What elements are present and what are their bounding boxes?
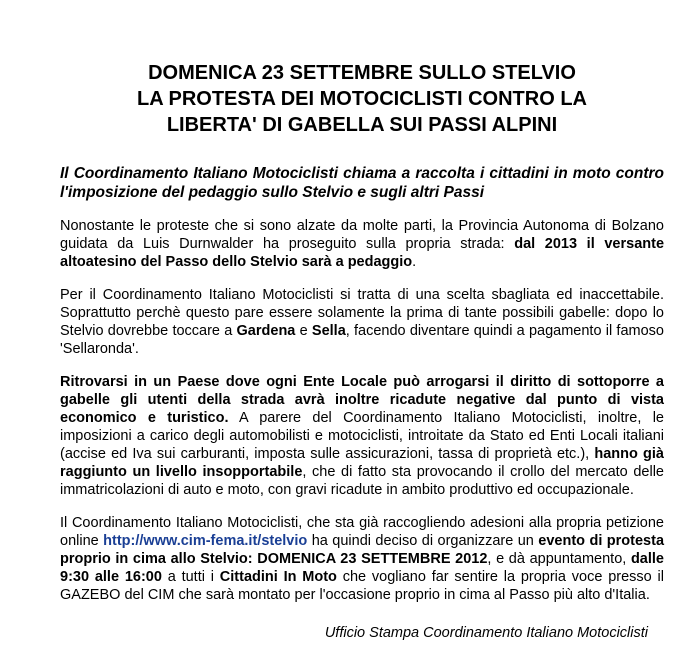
paragraph-4 bbox=[60, 514, 664, 604]
page-title bbox=[60, 60, 664, 138]
title-line-2: LA PROTESTA DEI MOTOCICLISTI CONTRO LA bbox=[137, 88, 587, 110]
p1-text-2: . bbox=[412, 254, 417, 270]
p4-bold-event: evento di protesta proprio in cima allo Stelvio: DOMENICA 23 SETTEMBRE 2012 bbox=[60, 533, 665, 567]
p4-text-4: a tutti i bbox=[161, 569, 220, 585]
p1-bold-1: dal 2013 il versante altoatesino del Passo dello Stelvio sarà a pedaggio bbox=[60, 236, 665, 270]
paragraph-2 bbox=[60, 286, 664, 358]
paragraph-3 bbox=[60, 373, 664, 499]
p4-text-3: , e dà appuntamento, bbox=[487, 551, 631, 567]
p4-text-2: ha quindi deciso di organizzare un bbox=[307, 533, 539, 549]
p2-text-2: e bbox=[295, 323, 312, 339]
petition-link[interactable]: http://www.cim-fema.it/stelvio bbox=[103, 533, 308, 549]
p4-text-5: che vogliano far sentire la propria voce presso il GAZEBO del CIM che sarà montato per l'occasione proprio in cima al Passo più alto d'Italia. bbox=[60, 569, 664, 603]
press-release-page bbox=[60, 60, 665, 641]
p4-bold-time: dalle 9:30 alle 16:00 bbox=[60, 551, 664, 585]
p4-bold-cittadini: Cittadini In Moto bbox=[219, 569, 337, 585]
p2-bold-gardena: Gardena bbox=[236, 323, 296, 339]
p3-text-2: , che di fatto sta provocando il crollo del mercato delle immatricolazioni di auto e moto, con gravi ricadute in ambito produttivo ed occupazionale. bbox=[60, 464, 664, 498]
p1-text-1: Nonostante le proteste che si sono alzate da molte parti, la Provincia Autonoma di Bolzano guidata da Luis Durnwalder ha proseguito sulla propria strada: bbox=[60, 218, 664, 252]
paragraph-1 bbox=[60, 217, 664, 271]
title-line-1: DOMENICA 23 SETTEMBRE SULLO STELVIO bbox=[148, 62, 576, 84]
p2-bold-sella: Sella bbox=[311, 323, 346, 339]
p3-bold-2: hanno già raggiunto un livello insopportabile bbox=[60, 446, 664, 480]
subtitle: Il Coordinamento Italiano Motociclisti chiama a raccolta i cittadini in moto contro l'imposizione del pedaggio sullo Stelvio e sugli altri Passi bbox=[60, 165, 664, 201]
title-line-3: LIBERTA' DI GABELLA SUI PASSI ALPINI bbox=[166, 114, 558, 136]
p2-text-1: Per il Coordinamento Italiano Motociclisti si tratta di una scelta sbagliata ed inaccettabile. Soprattutto perchè questo pare essere solamente la prima di tante possibili gabelle: dopo lo Stelvio dovrebbe toccare a bbox=[60, 287, 664, 339]
p2-text-3: , facendo diventare quindi a pagamento il famoso 'Sellaronda'. bbox=[60, 323, 664, 357]
p4-text-1: Il Coordinamento Italiano Motociclisti, che sta già raccogliendo adesioni alla propria petizione online bbox=[60, 515, 664, 549]
p3-bold-1: Ritrovarsi in un Paese dove ogni Ente Locale può arrogarsi il diritto di sottoporre a gabelle gli utenti della strada avrà inoltre ricadute negative dal punto di vista economico e turistico. bbox=[60, 374, 664, 426]
signature: Ufficio Stampa Coordinamento Italiano Motociclisti bbox=[324, 625, 648, 641]
p3-text-1: A parere del Coordinamento Italiano Motociclisti, inoltre, le imposizioni a carico degli automobilisti e motociclisti, introitate da Stato ed Enti Locali italiani (accise ed Iva sui carburanti, imposta sulle assicurazioni, tassa di proprietà etc.), bbox=[60, 410, 664, 462]
